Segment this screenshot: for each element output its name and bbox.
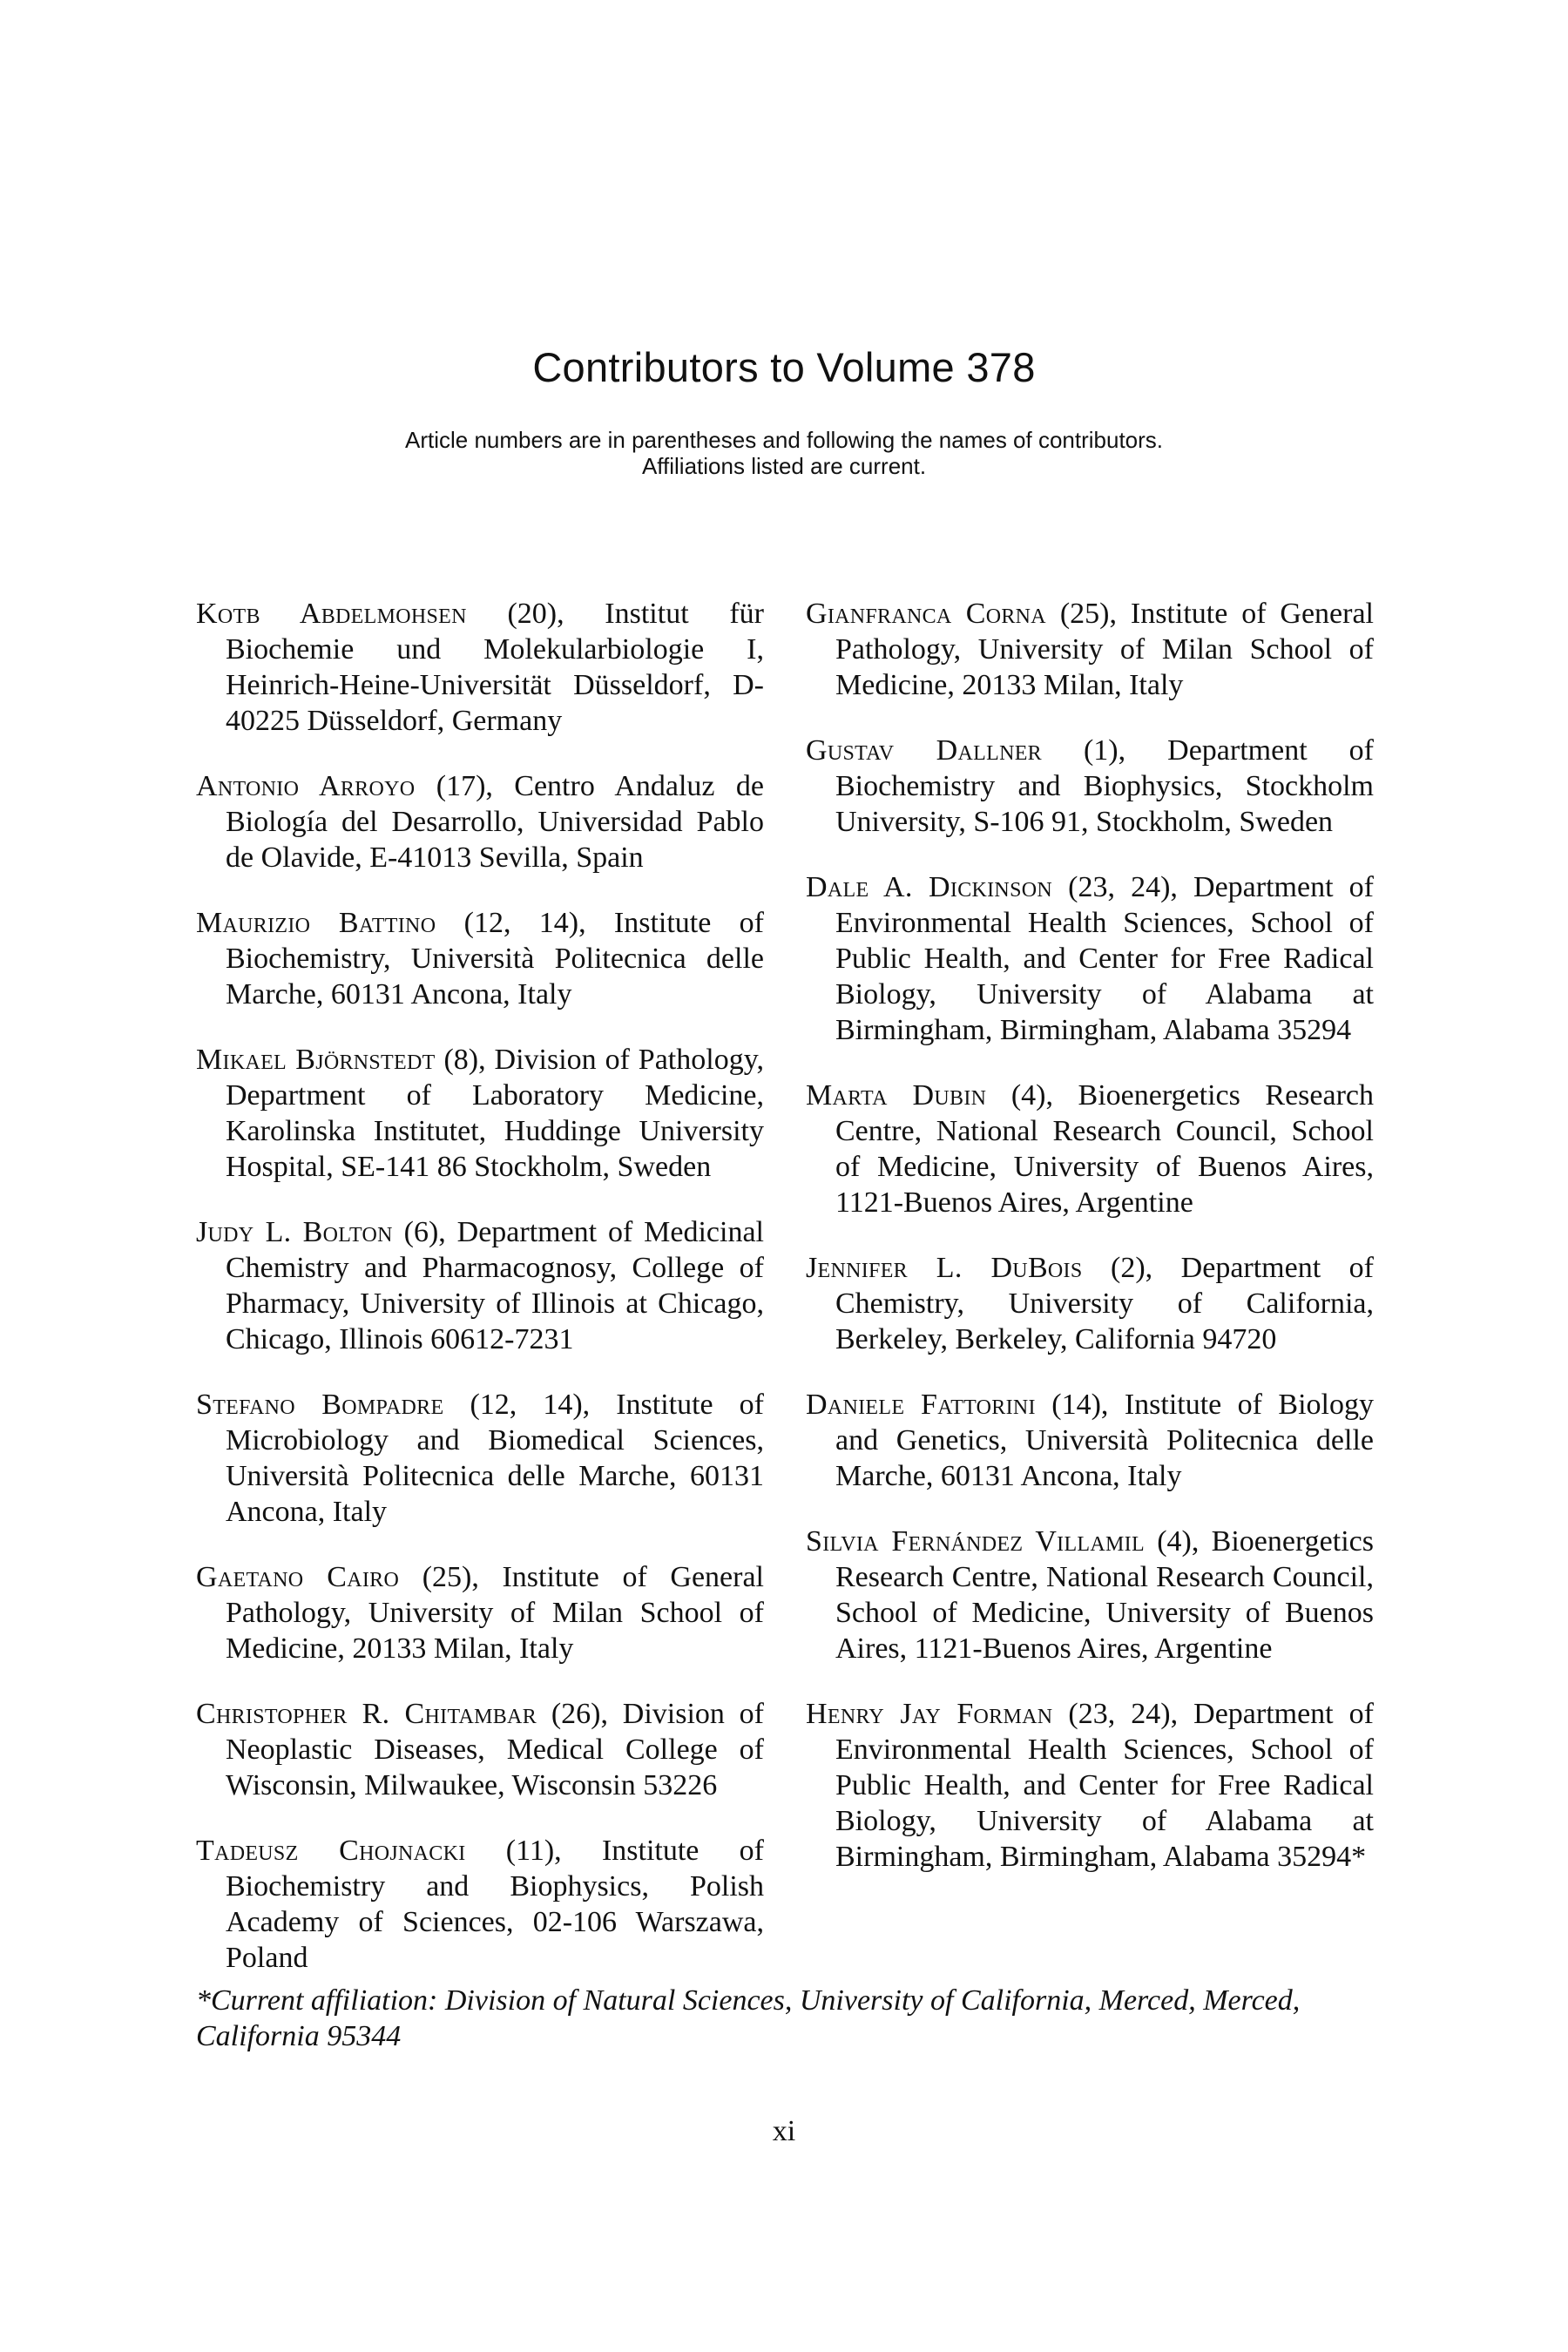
contributor-entry (806, 596, 1374, 703)
subtitle-line-2: Affiliations listed are current. (641, 453, 927, 479)
contributor-details: (4), Bioenergetics Research Centre, National Research Council, School of Medicine, University of Buenos Aires, 1121-Buenos Aires, Argentine (835, 1079, 1375, 1219)
contributor-details: (20), Institut für Biochemie und Molekularbiologie I, Heinrich-Heine-Universität Düsseldorf, D-40225 Düsseldorf, Germany (226, 598, 764, 737)
contributor-name: Silvia Fernández Villamil (806, 1525, 1145, 1558)
contributor-entry (806, 1696, 1374, 1875)
contributor-entry (196, 1042, 764, 1185)
contributor-name: Gianfranca Corna (806, 598, 1046, 630)
contributor-entry (196, 768, 764, 875)
contributor-details: (6), Department of Medicinal Chemistry and Pharmacognosy, College of Pharmacy, University of Illinois at Chicago, Chicago, Illinois 60612-7231 (226, 1216, 765, 1355)
contributor-entry (806, 869, 1374, 1048)
contributor-name: Christopher R. Chitambar (196, 1698, 537, 1730)
contributor-details: (14), Institute of Biology and Genetics, Università Politecnica delle Marche, 60131 Ancona, Italy (835, 1389, 1374, 1492)
contributor-entry (806, 733, 1374, 840)
page-number: xi (772, 2115, 796, 2147)
contributor-entry (196, 905, 764, 1012)
contributor-details: (12, 14), Institute of Biochemistry, Università Politecnica delle Marche, 60131 Ancona, Italy (226, 907, 764, 1010)
contributor-name: Dale A. Dickinson (806, 871, 1052, 903)
contributor-details: (2), Department of Chemistry, University of California, Berkeley, Berkeley, California 94720 (835, 1252, 1374, 1355)
contributor-name: Gaetano Cairo (196, 1561, 400, 1593)
contributor-name: Kotb Abdelmohsen (196, 598, 467, 630)
contributor-entry (196, 596, 764, 739)
contributor-details: (23, 24), Department of Environmental Health Sciences, School of Public Health, and Center for Free Radical Biology, University of Alabama at Birmingham, Birmingham, Alabama 35294 (835, 871, 1374, 1046)
contributor-entry (806, 1078, 1374, 1220)
contributors-right-column (806, 566, 1374, 1904)
contributor-entry (196, 1833, 764, 1976)
contributor-name: Marta Dubin (806, 1079, 987, 1112)
contributor-name: Stefano Bompadre (196, 1389, 444, 1421)
contributor-details: (12, 14), Institute of Microbiology and Biomedical Sciences, Università Politecnica delle Marche, 60131 Ancona, Italy (226, 1389, 764, 1528)
contributor-name: Jennifer L. DuBois (806, 1252, 1083, 1284)
contributor-details: (4), Bioenergetics Research Centre, National Research Council, School of Medicine, University of Buenos Aires, 1121-Buenos Aires, Argentine (835, 1525, 1374, 1665)
contributor-details: (25), Institute of General Pathology, University of Milan School of Medicine, 20133 Milan, Italy (835, 598, 1374, 701)
contributor-details: (26), Division of Neoplastic Diseases, Medical College of Wisconsin, Milwaukee, Wisconsin 53226 (226, 1698, 765, 1801)
subtitle-line-1: Article numbers are in parentheses and following the names of contributors. (404, 427, 1164, 453)
contributors-left-column (196, 566, 764, 1999)
contributor-name: Tadeusz Chojnacki (196, 1835, 466, 1867)
contributor-details: (8), Division of Pathology, Department of Laboratory Medicine, Karolinska Institutet, Huddinge University Hospital, SE-141 86 Stockholm, Sweden (226, 1044, 764, 1183)
contributor-details: (23, 24), Department of Environmental Health Sciences, School of Public Health, and Center for Free Radical Biology, University of Alabama at Birmingham, Birmingham, Alabama 35294* (835, 1698, 1374, 1873)
contributor-name: Maurizio Battino (196, 907, 436, 939)
contributor-entry (196, 1387, 764, 1530)
contributor-entry (196, 1559, 764, 1666)
contributor-name: Henry Jay Forman (806, 1698, 1053, 1730)
contributor-name: Mikael Björnstedt (196, 1044, 436, 1076)
contributor-entry (806, 1250, 1374, 1357)
contributor-entry (196, 1696, 764, 1803)
page-subtitle (0, 427, 1568, 479)
contributor-details: (11), Institute of Biochemistry and Biophysics, Polish Academy of Sciences, 02-106 Warszawa, Poland (226, 1835, 764, 1974)
contributor-details: (17), Centro Andaluz de Biología del Desarrollo, Universidad Pablo de Olavide, E-41013 Sevilla, Spain (226, 770, 764, 874)
contributor-name: Daniele Fattorini (806, 1389, 1036, 1421)
page-title: Contributors to Volume 378 (532, 344, 1036, 390)
contributor-name: Gustav Dallner (806, 734, 1042, 767)
contributor-entry (196, 1214, 764, 1357)
contributor-name: Antonio Arroyo (196, 770, 416, 802)
contributor-details: (25), Institute of General Pathology, University of Milan School of Medicine, 20133 Milan, Italy (226, 1561, 764, 1665)
contributor-details: (1), Department of Biochemistry and Biophysics, Stockholm University, S-106 91, Stockholm, Sweden (835, 734, 1374, 838)
footnote: *Current affiliation: Division of Natural Sciences, University of California, Merced, Merced, California 95344 (196, 1984, 1301, 2052)
contributor-entry (806, 1524, 1374, 1666)
contributor-name: Judy L. Bolton (196, 1216, 393, 1248)
contributor-entry (806, 1387, 1374, 1494)
